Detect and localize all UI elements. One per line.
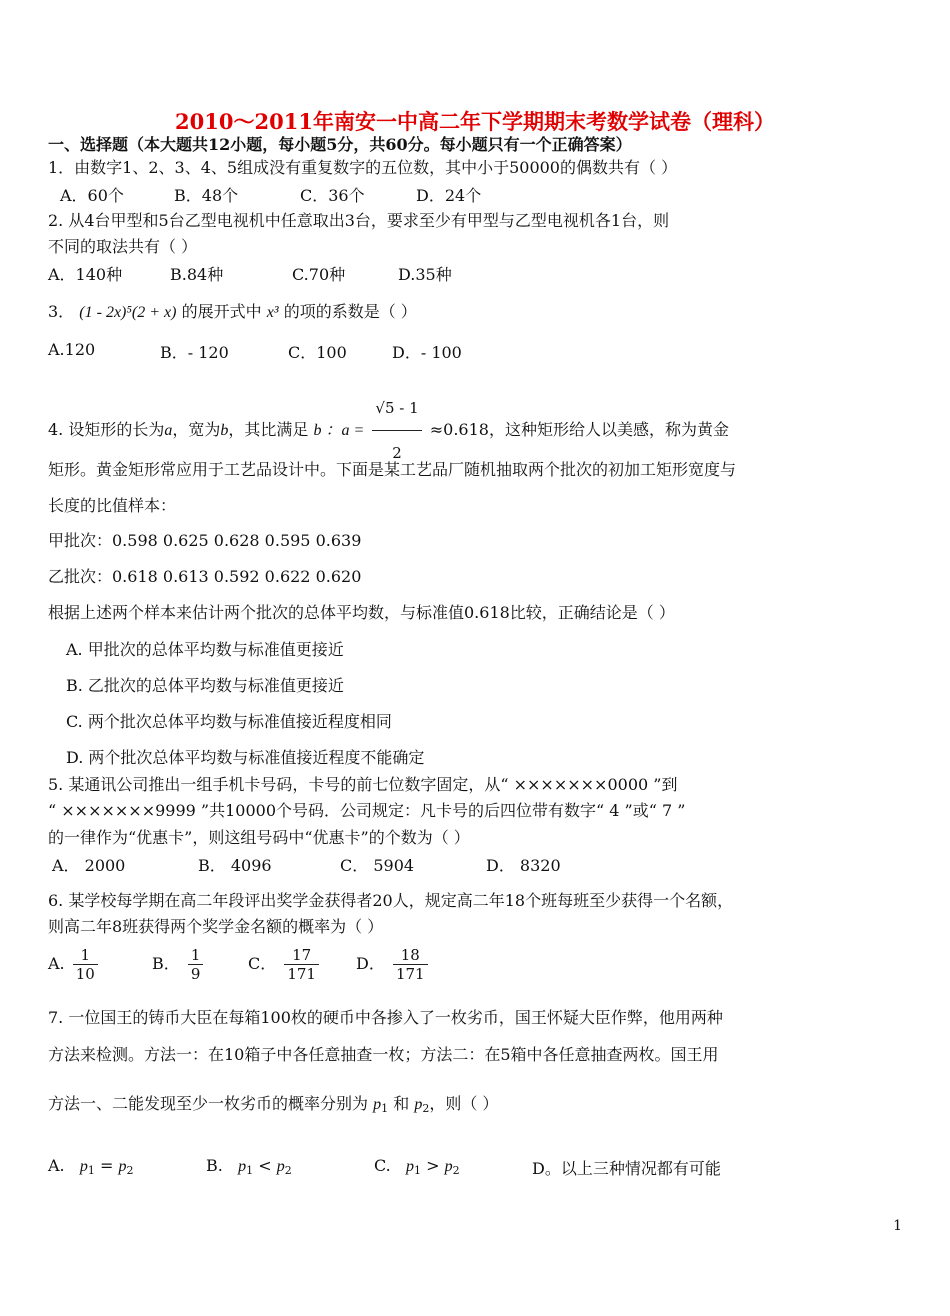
- q7-option-b-relation: <: [258, 1156, 272, 1175]
- q7-line3-post: ，则（ ）: [429, 1094, 499, 1113]
- q5-option-c: C． 5904: [340, 856, 415, 875]
- q4-fraction-numerator: √5 - 1: [372, 386, 421, 431]
- q7-and: 和: [393, 1094, 410, 1113]
- q6-option-d-label: D．: [356, 954, 385, 973]
- question-6-line2: 则高二年8班获得两个奖学金名额的概率为（ ）: [48, 917, 384, 936]
- q6-option-a-denominator: 10: [75, 965, 95, 983]
- q6-option-c: [248, 946, 322, 983]
- q4-pre: 4. 设矩形的长为: [48, 420, 165, 439]
- exam-title: 2010～2011年南安一中高二年下学期期末考数学试卷（理科）: [175, 109, 775, 134]
- q3-option-c: C．100: [288, 343, 347, 362]
- q3-prefix: 3．: [48, 302, 75, 321]
- question-7-line2: 方法来检测。方法一：在10箱子中各任意抽查一枚；方法二：在5箱中各任意抽查两枚。国王用: [48, 1045, 719, 1064]
- q6-option-d-denominator: 171: [395, 965, 425, 983]
- q4-approx: ≈0.618: [429, 420, 489, 439]
- q5-option-b: B． 4096: [198, 856, 272, 875]
- q6-option-d-numerator: 18: [393, 946, 428, 965]
- q7-option-c-label: C.: [374, 1156, 391, 1175]
- q5-option-d: D． 8320: [486, 856, 561, 875]
- q1-option-b: B．48个: [174, 186, 239, 205]
- q6-option-b-numerator: 1: [188, 946, 204, 965]
- q7-p1-subscript: 1: [381, 1102, 389, 1115]
- q4-option-b: B. 乙批次的总体平均数与标准值更接近: [66, 676, 344, 695]
- q4-var-a: a: [164, 422, 173, 439]
- q4-option-d: D. 两个批次总体平均数与标准值接近程度不能确定: [66, 748, 425, 767]
- question-1-stem: 1．由数字1、2、3、4、5组成没有重复数字的五位数，其中小于50000的偶数共有（ ）: [48, 158, 678, 177]
- q4-post: ，这种矩形给人以美感，称为黄金: [488, 420, 729, 439]
- q4-option-c: C. 两个批次总体平均数与标准值接近程度相同: [66, 712, 392, 731]
- question-4-line3: 长度的比值样本：: [48, 496, 177, 515]
- q3-option-a: A.120: [48, 340, 96, 359]
- question-2-stem-line2: 不同的取法共有（ ）: [48, 237, 198, 256]
- q7-option-c: C. $p_1 > p_2$: [374, 1156, 460, 1177]
- q7-option-d: D。以上三种情况都有可能: [532, 1159, 721, 1178]
- q7-option-a: A. $p_1 = p_2$: [48, 1156, 134, 1177]
- q6-option-c-denominator: 171: [287, 965, 316, 983]
- q1-option-d: D．24个: [416, 186, 482, 205]
- q6-option-b-label: B．: [152, 954, 180, 973]
- section-heading: 一、选择题（本大题共12小题，每小题5分，共60分。每小题只有一个正确答案）: [48, 135, 632, 154]
- q4-var-b: b: [220, 422, 229, 439]
- question-5-line3: 的一律作为“优惠卡”，则这组号码中“优惠卡”的个数为（ ）: [48, 828, 470, 847]
- q5-option-a: A． 2000: [52, 856, 126, 875]
- q6-option-b-denominator: 9: [190, 965, 201, 983]
- q3-option-b: B．- 120: [160, 343, 229, 362]
- q6-option-a-numerator: 1: [73, 946, 98, 965]
- q2-option-b: B.84种: [170, 265, 224, 284]
- question-7-line1: 7. 一位国王的铸币大臣在每箱100枚的硬币中各掺入了一枚劣币，国王怀疑大臣作弊，他用两种: [48, 1008, 723, 1027]
- q3-option-d: D．- 100: [392, 343, 462, 362]
- q4-batch-b: 乙批次：0.618 0.613 0.592 0.622 0.620: [48, 567, 362, 586]
- q2-option-c: C.70种: [292, 265, 346, 284]
- q2-option-d: D.35种: [398, 265, 452, 284]
- question-5-line1: 5. 某通讯公司推出一组手机卡号码，卡号的前七位数字固定，从“ ×××××××0000 ”到: [48, 775, 678, 794]
- q3-term: x³: [266, 304, 279, 321]
- q6-option-a-label: A.: [48, 954, 65, 973]
- q6-option-b: [152, 946, 206, 983]
- question-3-stem: [48, 301, 417, 324]
- q4-fraction-denominator: 2: [392, 444, 402, 462]
- q4-option-a: A. 甲批次的总体平均数与标准值更接近: [66, 640, 344, 659]
- q3-middle: 的展开式中: [181, 302, 262, 321]
- q1-option-a: A．60个: [60, 186, 124, 205]
- question-6-line1: 6. 某学校每学期在高二年段评出奖学金获得者20人，规定高二年18个班每班至少获得一个名额，: [48, 891, 734, 910]
- q7-option-a-label: A.: [48, 1156, 65, 1175]
- q7-line3-pre: 方法一、二能发现至少一枚劣币的概率分别为: [48, 1094, 369, 1113]
- q2-option-a: A．140种: [48, 265, 123, 284]
- q3-expression: (1 - 2x)⁵(2 + x): [79, 304, 177, 321]
- q6-option-d: [356, 946, 431, 983]
- q7-p1: p: [373, 1096, 382, 1113]
- q1-option-c: C．36个: [300, 186, 365, 205]
- q7-option-c-relation: >: [426, 1156, 440, 1175]
- q6-option-c-numerator: 17: [284, 946, 319, 965]
- page-number: 1: [893, 1218, 902, 1234]
- q4-batch-a: 甲批次：0.598 0.625 0.628 0.595 0.639: [48, 531, 362, 550]
- q7-option-b-label: B.: [206, 1156, 223, 1175]
- q7-p2: p: [414, 1096, 423, 1113]
- question-7-line3: [48, 1093, 498, 1120]
- question-4-line2: 矩形。黄金矩形常应用于工艺品设计中。下面是某工艺品厂随机抽取两个批次的初加工矩形宽度与: [48, 460, 737, 479]
- q7-option-b: B. $p_1 < p_2$: [206, 1156, 292, 1177]
- q4-mid1: ，宽为: [172, 420, 221, 439]
- q6-option-c-label: C．: [248, 954, 277, 973]
- q4-mid2: ，其比满足: [228, 420, 309, 439]
- q6-option-a: [48, 946, 101, 983]
- q4-ratio-lhs: b ：a =: [313, 422, 365, 439]
- question-5-line2: “ ×××××××9999 ”共10000个号码．公司规定：凡卡号的后四位带有数字“ 4 ”或“ 7 ”: [48, 801, 686, 820]
- q3-suffix: 的项的系数是（ ）: [283, 302, 417, 321]
- q7-p2-subscript: 2: [422, 1102, 430, 1115]
- q4-question: 根据上述两个样本来估计两个批次的总体平均数，与标准值0.618比较，正确结论是（ ）: [48, 603, 675, 622]
- q7-option-a-relation: =: [100, 1156, 114, 1175]
- question-2-stem-line1: 2. 从4台甲型和5台乙型电视机中任意取出3台，要求至少有甲型与乙型电视机各1台，则: [48, 211, 670, 230]
